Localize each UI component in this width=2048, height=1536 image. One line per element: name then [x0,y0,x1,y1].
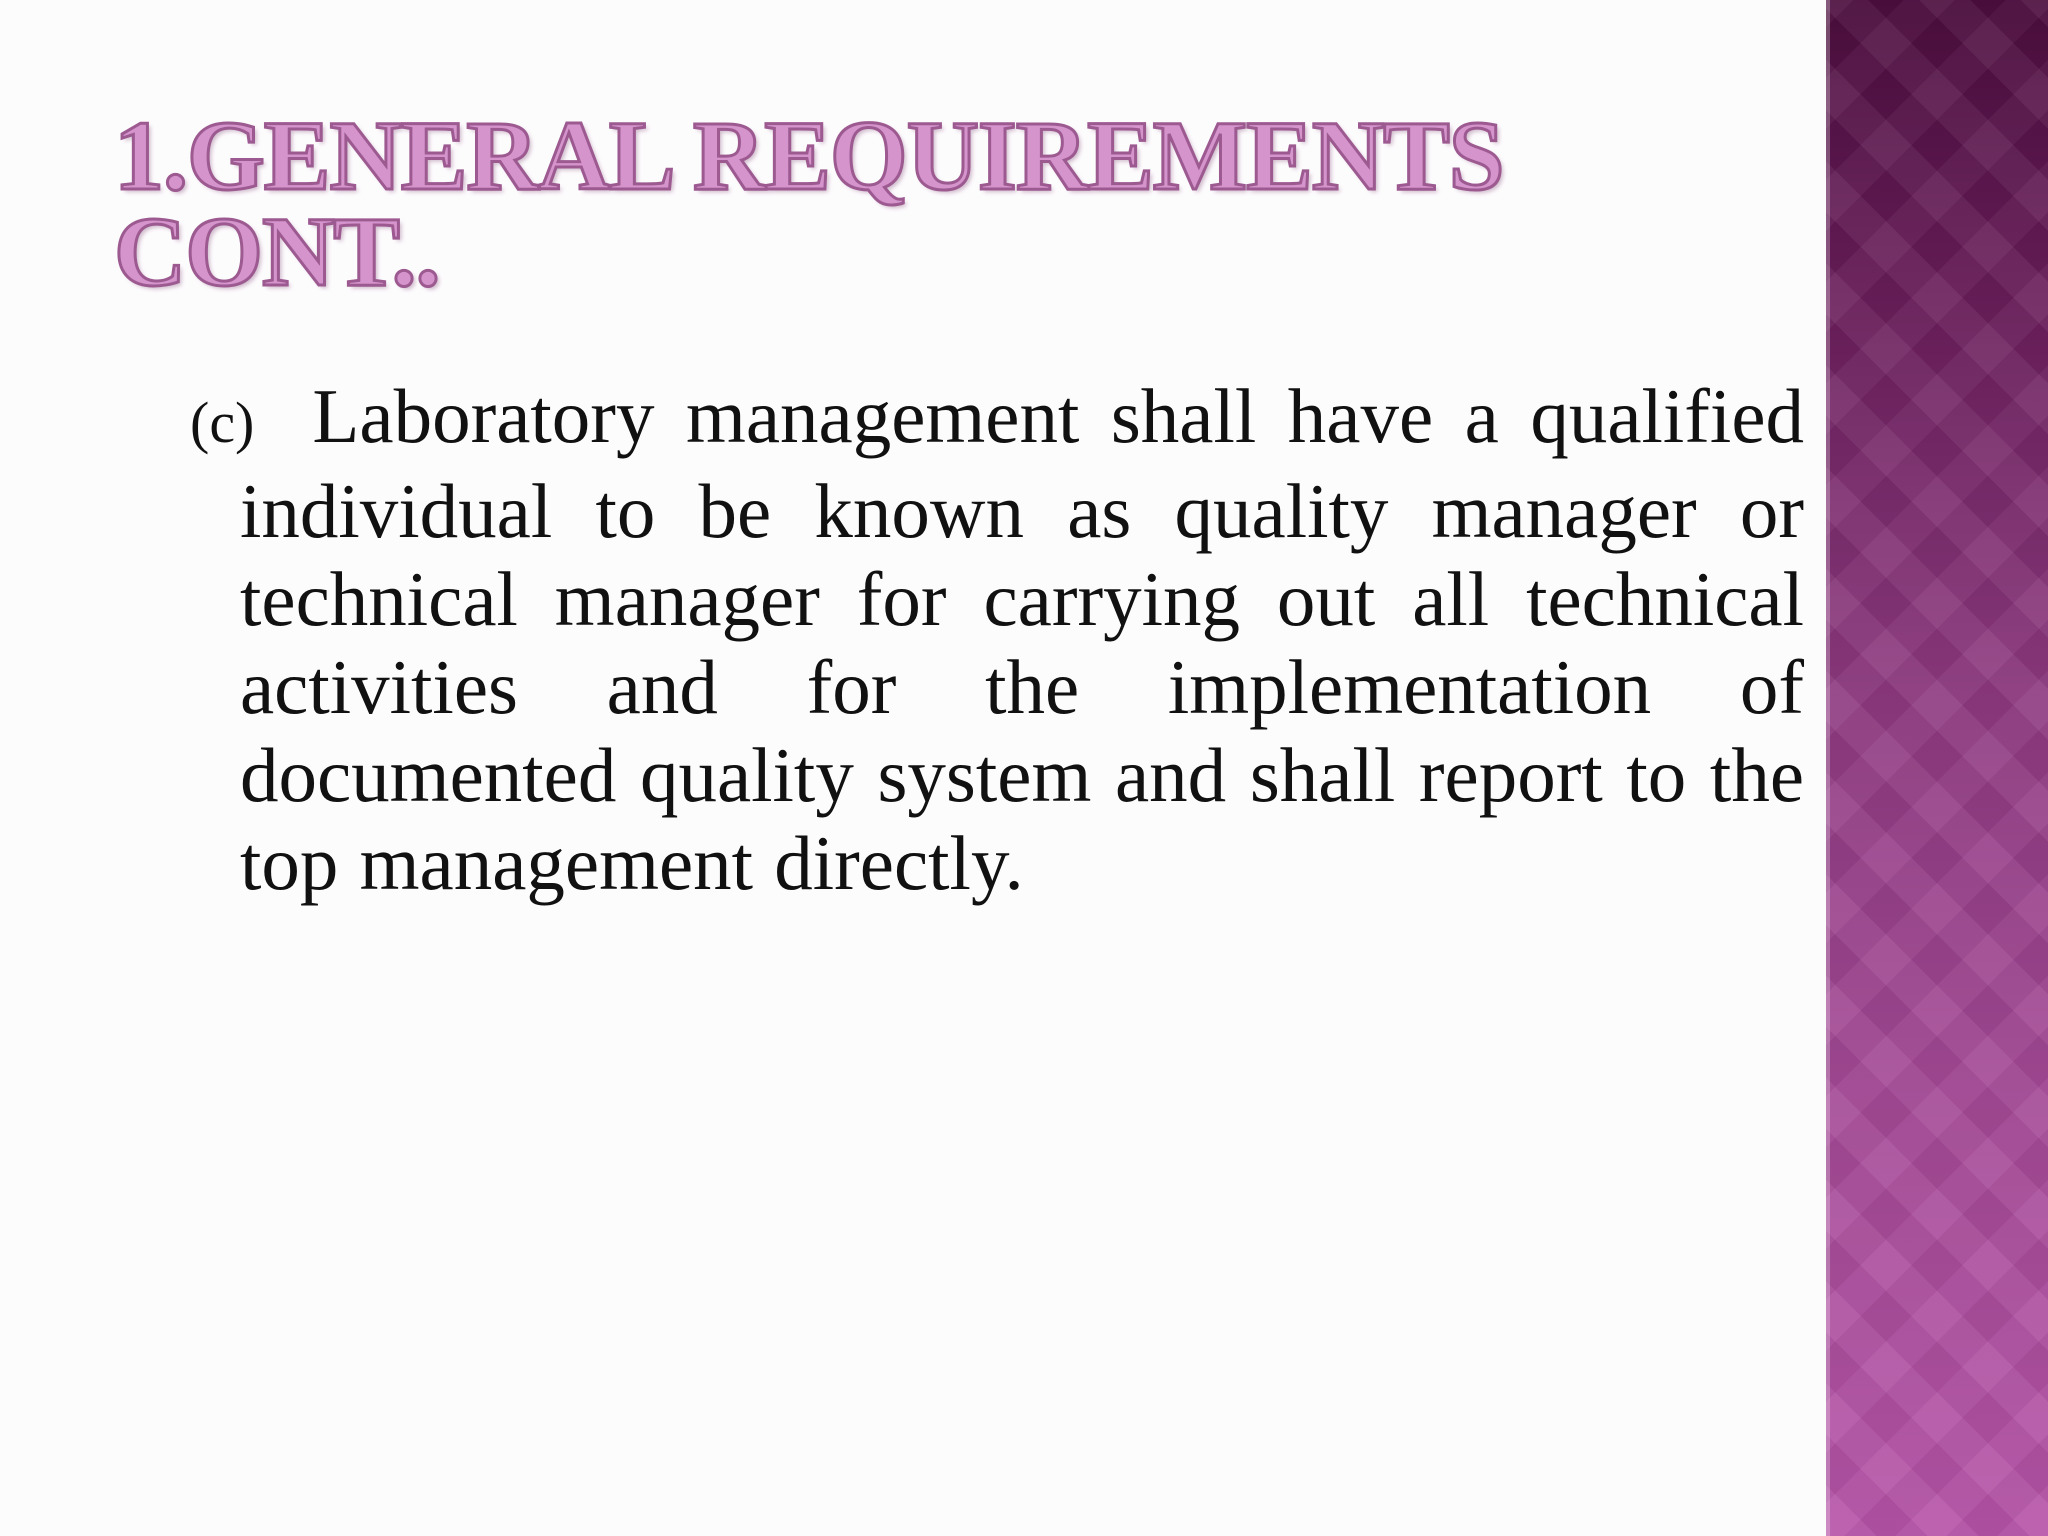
slide-title-line-2: CONT.. [114,196,440,307]
list-item-marker: (c) [190,390,255,455]
side-band-edge [1826,0,1830,1536]
slide-title [114,100,1674,307]
slide-title-line-1: 1.GENERAL REQUIREMENTS [114,100,1504,211]
decorative-side-band [1826,0,2048,1536]
list-item-text: Laboratory management shall have a qualified individual to be known as quality manager or technical manager for carrying out all technical activities and for the implementation of documented quality system and shall report to the top management directly. [240,373,1804,906]
slide-body-paragraph [190,372,1804,907]
